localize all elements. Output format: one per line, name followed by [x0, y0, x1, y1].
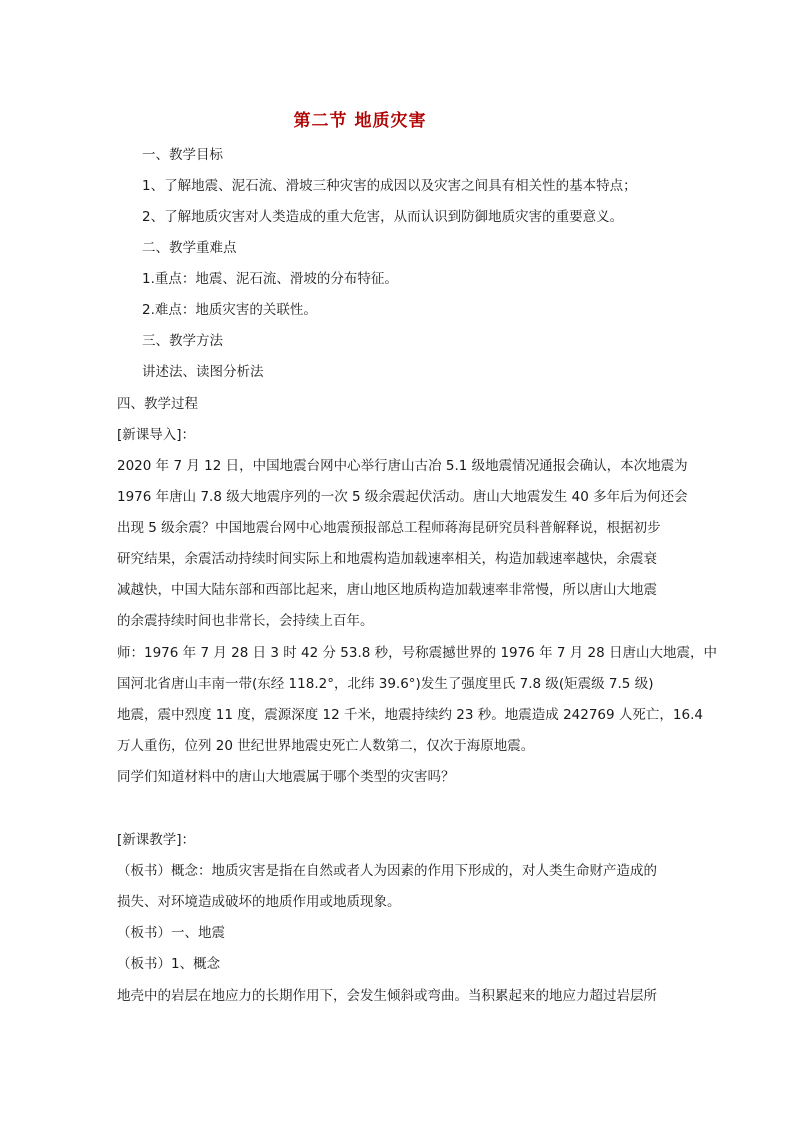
objective-item: 1、了解地震、泥石流、滑坡三种灾害的成因以及灾害之间具有相关性的基本特点；	[142, 178, 637, 194]
objective-item: 2、了解地质灾害对人类造成的重大危害，从而认识到防御地质灾害的重要意义。	[142, 209, 624, 225]
question-line: 同学们知道材料中的唐山大地震属于哪个类型的灾害吗？	[117, 769, 455, 785]
subheading-new-lesson: [新课教学]：	[117, 832, 196, 848]
difficulty-item: 2.难点：地质灾害的关联性。	[142, 302, 317, 318]
section-heading-methods: 三、教学方法	[142, 333, 223, 349]
paragraph-line: 万人重伤，位列 20 世纪世界地震史死亡人数第二，仅次于海原地震。	[117, 738, 535, 754]
page-title: 第二节 地质灾害	[293, 111, 427, 131]
paragraph-line: 2020 年 7 月 12 日，中国地震台网中心举行唐山古冶 5.1 级地震情况通报会确认，本次地震为	[117, 458, 688, 474]
section-heading-process: 四、教学过程	[117, 396, 198, 412]
board-heading: （板书）一、地震	[117, 925, 225, 941]
section-heading-key-points: 二、教学重难点	[142, 240, 237, 256]
paragraph-line: 研究结果，余震活动持续时间实际上和地震构造加载速率相关，构造加载速率越快，余震衰	[117, 551, 657, 567]
paragraph-line: 的余震持续时间也非常长，会持续上百年。	[117, 613, 374, 629]
board-heading: （板书）1、概念	[117, 956, 221, 972]
paragraph-line: 损失、对环境造成破坏的地质作用或地质现象。	[117, 894, 401, 910]
paragraph-line: 国河北省唐山丰南一带(东经 118.2°，北纬 39.6°)发生了强度里氏 7.8 级(矩震级 7.5 级)	[117, 676, 654, 692]
key-point-item: 1.重点：地震、泥石流、滑坡的分布特征。	[142, 271, 398, 287]
methods-text: 讲述法、读图分析法	[142, 364, 264, 380]
paragraph-line: 1976 年唐山 7.8 级大地震序列的一次 5 级余震起伏活动。唐山大地震发生 40 多年后为何还会	[117, 489, 688, 505]
paragraph-line: （板书）概念：地质灾害是指在自然或者人为因素的作用下形成的，对人类生命财产造成的	[117, 863, 657, 879]
paragraph-line: 出现 5 级余震？中国地震台网中心地震预报部总工程师蒋海昆研究员科普解释说，根据初步	[117, 520, 661, 536]
paragraph-line: 地壳中的岩层在地应力的长期作用下，会发生倾斜或弯曲。当积累起来的地应力超过岩层所	[117, 988, 657, 1004]
section-heading-objectives: 一、教学目标	[142, 147, 223, 163]
paragraph-line: 地震，震中烈度 11 度，震源深度 12 千米，地震持续约 23 秒。地震造成 242769 人死亡，16.4	[117, 707, 703, 723]
subheading-intro: [新课导入]：	[117, 427, 196, 443]
paragraph-line: 减越快，中国大陆东部和西部比起来，唐山地区地质构造加载速率非常慢，所以唐山大地震	[117, 582, 657, 598]
paragraph-line: 师：1976 年 7 月 28 日 3 时 42 分 53.8 秒，号称震撼世界的 1976 年 7 月 28 日唐山大地震，中	[117, 645, 718, 661]
